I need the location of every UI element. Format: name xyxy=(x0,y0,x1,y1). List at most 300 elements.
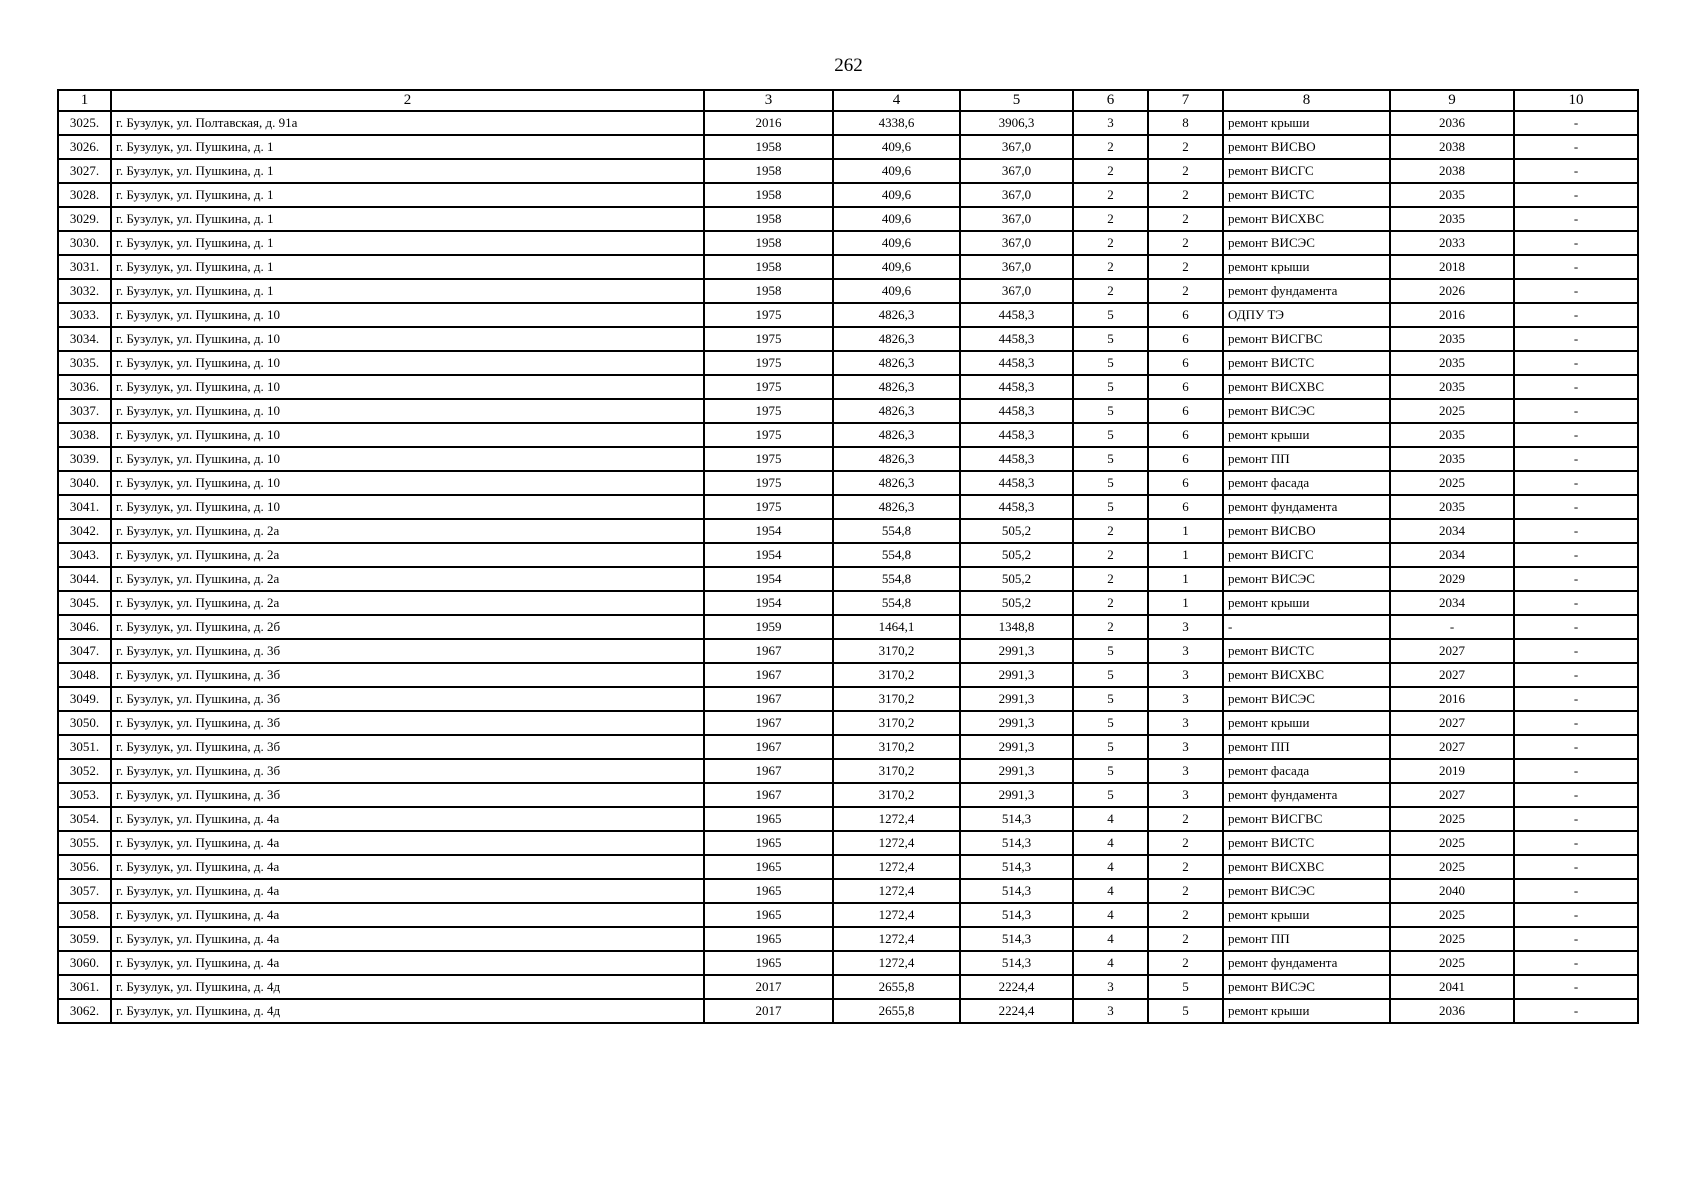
floors-cell: 2 xyxy=(1073,279,1148,303)
planned-year-cell: 2016 xyxy=(1390,303,1514,327)
year-built-cell: 1975 xyxy=(704,423,833,447)
living-area-cell: 2991,3 xyxy=(960,759,1073,783)
entrances-cell: 2 xyxy=(1148,879,1223,903)
column-header: 10 xyxy=(1514,90,1638,111)
total-area-cell: 1272,4 xyxy=(833,807,960,831)
year-built-cell: 1954 xyxy=(704,519,833,543)
floors-cell: 4 xyxy=(1073,951,1148,975)
living-area-cell: 4458,3 xyxy=(960,303,1073,327)
work-type-cell: ремонт ВИСХВС xyxy=(1223,855,1390,879)
year-built-cell: 1967 xyxy=(704,783,833,807)
year-built-cell: 1967 xyxy=(704,663,833,687)
note-cell: - xyxy=(1514,135,1638,159)
work-type-cell: ремонт ВИСТС xyxy=(1223,183,1390,207)
address-cell: г. Бузулук, ул. Пушкина, д. 1 xyxy=(111,183,704,207)
year-built-cell: 1975 xyxy=(704,495,833,519)
entrances-cell: 2 xyxy=(1148,903,1223,927)
note-cell: - xyxy=(1514,183,1638,207)
total-area-cell: 4826,3 xyxy=(833,471,960,495)
table-row xyxy=(58,255,1638,279)
work-type-cell: ремонт ВИСЭС xyxy=(1223,399,1390,423)
total-area-cell: 4826,3 xyxy=(833,351,960,375)
planned-year-cell: 2025 xyxy=(1390,471,1514,495)
row-number-cell: 3054. xyxy=(58,807,111,831)
work-type-cell: ремонт крыши xyxy=(1223,999,1390,1023)
column-header: 1 xyxy=(58,90,111,111)
living-area-cell: 2991,3 xyxy=(960,687,1073,711)
row-number-cell: 3050. xyxy=(58,711,111,735)
column-header: 6 xyxy=(1073,90,1148,111)
year-built-cell: 1959 xyxy=(704,615,833,639)
total-area-cell: 2655,8 xyxy=(833,999,960,1023)
floors-cell: 5 xyxy=(1073,327,1148,351)
year-built-cell: 2017 xyxy=(704,999,833,1023)
planned-year-cell: 2025 xyxy=(1390,399,1514,423)
row-number-cell: 3061. xyxy=(58,975,111,999)
row-number-cell: 3045. xyxy=(58,591,111,615)
entrances-cell: 2 xyxy=(1148,831,1223,855)
year-built-cell: 1967 xyxy=(704,639,833,663)
table-row xyxy=(58,807,1638,831)
total-area-cell: 4826,3 xyxy=(833,447,960,471)
year-built-cell: 1975 xyxy=(704,351,833,375)
floors-cell: 5 xyxy=(1073,663,1148,687)
work-type-cell: ремонт ВИСТС xyxy=(1223,639,1390,663)
note-cell: - xyxy=(1514,231,1638,255)
living-area-cell: 4458,3 xyxy=(960,375,1073,399)
note-cell: - xyxy=(1514,711,1638,735)
row-number-cell: 3030. xyxy=(58,231,111,255)
year-built-cell: 1965 xyxy=(704,951,833,975)
entrances-cell: 2 xyxy=(1148,231,1223,255)
floors-cell: 2 xyxy=(1073,135,1148,159)
total-area-cell: 2655,8 xyxy=(833,975,960,999)
floors-cell: 4 xyxy=(1073,807,1148,831)
column-header: 3 xyxy=(704,90,833,111)
living-area-cell: 514,3 xyxy=(960,927,1073,951)
row-number-cell: 3025. xyxy=(58,111,111,135)
work-type-cell: ремонт крыши xyxy=(1223,423,1390,447)
total-area-cell: 3170,2 xyxy=(833,783,960,807)
entrances-cell: 1 xyxy=(1148,591,1223,615)
floors-cell: 5 xyxy=(1073,711,1148,735)
table-row xyxy=(58,231,1638,255)
table-row xyxy=(58,279,1638,303)
planned-year-cell: 2025 xyxy=(1390,855,1514,879)
row-number-cell: 3060. xyxy=(58,951,111,975)
header-row xyxy=(58,90,1638,111)
note-cell: - xyxy=(1514,951,1638,975)
column-header: 7 xyxy=(1148,90,1223,111)
address-cell: г. Бузулук, ул. Пушкина, д. 1 xyxy=(111,279,704,303)
work-type-cell: ремонт ВИСХВС xyxy=(1223,207,1390,231)
total-area-cell: 409,6 xyxy=(833,231,960,255)
floors-cell: 5 xyxy=(1073,351,1148,375)
year-built-cell: 2017 xyxy=(704,975,833,999)
year-built-cell: 1975 xyxy=(704,327,833,351)
table-row xyxy=(58,975,1638,999)
living-area-cell: 514,3 xyxy=(960,951,1073,975)
work-type-cell: ремонт фасада xyxy=(1223,471,1390,495)
living-area-cell: 4458,3 xyxy=(960,447,1073,471)
planned-year-cell: 2038 xyxy=(1390,159,1514,183)
year-built-cell: 1954 xyxy=(704,543,833,567)
entrances-cell: 3 xyxy=(1148,711,1223,735)
work-type-cell: ремонт крыши xyxy=(1223,111,1390,135)
table-row xyxy=(58,471,1638,495)
living-area-cell: 505,2 xyxy=(960,543,1073,567)
table-row xyxy=(58,567,1638,591)
row-number-cell: 3038. xyxy=(58,423,111,447)
row-number-cell: 3043. xyxy=(58,543,111,567)
living-area-cell: 1348,8 xyxy=(960,615,1073,639)
planned-year-cell: 2026 xyxy=(1390,279,1514,303)
note-cell: - xyxy=(1514,447,1638,471)
note-cell: - xyxy=(1514,639,1638,663)
living-area-cell: 505,2 xyxy=(960,591,1073,615)
planned-year-cell: 2018 xyxy=(1390,255,1514,279)
address-cell: г. Бузулук, ул. Пушкина, д. 2б xyxy=(111,615,704,639)
row-number-cell: 3049. xyxy=(58,687,111,711)
work-type-cell: ремонт ВИСЭС xyxy=(1223,687,1390,711)
floors-cell: 4 xyxy=(1073,879,1148,903)
note-cell: - xyxy=(1514,759,1638,783)
total-area-cell: 4826,3 xyxy=(833,399,960,423)
column-header: 5 xyxy=(960,90,1073,111)
work-type-cell: ремонт ВИСВО xyxy=(1223,135,1390,159)
year-built-cell: 1975 xyxy=(704,399,833,423)
floors-cell: 2 xyxy=(1073,615,1148,639)
row-number-cell: 3052. xyxy=(58,759,111,783)
address-cell: г. Бузулук, ул. Пушкина, д. 3б xyxy=(111,639,704,663)
living-area-cell: 505,2 xyxy=(960,567,1073,591)
total-area-cell: 1272,4 xyxy=(833,855,960,879)
table-row xyxy=(58,663,1638,687)
address-cell: г. Бузулук, ул. Пушкина, д. 10 xyxy=(111,495,704,519)
floors-cell: 2 xyxy=(1073,591,1148,615)
year-built-cell: 1975 xyxy=(704,375,833,399)
total-area-cell: 3170,2 xyxy=(833,663,960,687)
address-cell: г. Бузулук, ул. Пушкина, д. 1 xyxy=(111,231,704,255)
note-cell: - xyxy=(1514,927,1638,951)
address-cell: г. Бузулук, ул. Пушкина, д. 4д xyxy=(111,999,704,1023)
planned-year-cell: 2035 xyxy=(1390,375,1514,399)
floors-cell: 5 xyxy=(1073,423,1148,447)
row-number-cell: 3026. xyxy=(58,135,111,159)
address-cell: г. Бузулук, ул. Пушкина, д. 1 xyxy=(111,207,704,231)
entrances-cell: 1 xyxy=(1148,519,1223,543)
row-number-cell: 3057. xyxy=(58,879,111,903)
row-number-cell: 3059. xyxy=(58,927,111,951)
column-header: 9 xyxy=(1390,90,1514,111)
year-built-cell: 1958 xyxy=(704,207,833,231)
note-cell: - xyxy=(1514,615,1638,639)
work-type-cell: ремонт крыши xyxy=(1223,903,1390,927)
planned-year-cell: 2035 xyxy=(1390,423,1514,447)
entrances-cell: 2 xyxy=(1148,855,1223,879)
floors-cell: 5 xyxy=(1073,639,1148,663)
planned-year-cell: 2034 xyxy=(1390,543,1514,567)
note-cell: - xyxy=(1514,855,1638,879)
living-area-cell: 367,0 xyxy=(960,159,1073,183)
total-area-cell: 409,6 xyxy=(833,207,960,231)
year-built-cell: 1975 xyxy=(704,303,833,327)
total-area-cell: 554,8 xyxy=(833,543,960,567)
planned-year-cell: 2040 xyxy=(1390,879,1514,903)
note-cell: - xyxy=(1514,663,1638,687)
work-type-cell: ремонт ВИСЭС xyxy=(1223,879,1390,903)
column-header: 8 xyxy=(1223,90,1390,111)
planned-year-cell: 2035 xyxy=(1390,351,1514,375)
address-cell: г. Бузулук, ул. Пушкина, д. 10 xyxy=(111,447,704,471)
row-number-cell: 3028. xyxy=(58,183,111,207)
page-number: 262 xyxy=(834,55,863,76)
living-area-cell: 2991,3 xyxy=(960,663,1073,687)
entrances-cell: 3 xyxy=(1148,687,1223,711)
living-area-cell: 2224,4 xyxy=(960,975,1073,999)
entrances-cell: 1 xyxy=(1148,567,1223,591)
entrances-cell: 6 xyxy=(1148,423,1223,447)
living-area-cell: 514,3 xyxy=(960,831,1073,855)
table-row xyxy=(58,111,1638,135)
living-area-cell: 514,3 xyxy=(960,807,1073,831)
table-row xyxy=(58,159,1638,183)
year-built-cell: 1965 xyxy=(704,807,833,831)
total-area-cell: 3170,2 xyxy=(833,735,960,759)
planned-year-cell: 2034 xyxy=(1390,591,1514,615)
total-area-cell: 1272,4 xyxy=(833,951,960,975)
note-cell: - xyxy=(1514,591,1638,615)
total-area-cell: 3170,2 xyxy=(833,711,960,735)
work-type-cell: ремонт ВИСГВС xyxy=(1223,807,1390,831)
year-built-cell: 1954 xyxy=(704,591,833,615)
planned-year-cell: 2027 xyxy=(1390,783,1514,807)
row-number-cell: 3036. xyxy=(58,375,111,399)
work-type-cell: ремонт ВИСЭС xyxy=(1223,231,1390,255)
note-cell: - xyxy=(1514,495,1638,519)
work-type-cell: ремонт ВИСТС xyxy=(1223,831,1390,855)
planned-year-cell: 2033 xyxy=(1390,231,1514,255)
floors-cell: 3 xyxy=(1073,111,1148,135)
work-type-cell: ОДПУ ТЭ xyxy=(1223,303,1390,327)
work-type-cell: ремонт фундамента xyxy=(1223,951,1390,975)
living-area-cell: 505,2 xyxy=(960,519,1073,543)
table-row xyxy=(58,183,1638,207)
entrances-cell: 6 xyxy=(1148,399,1223,423)
table-row xyxy=(58,591,1638,615)
table-row xyxy=(58,207,1638,231)
note-cell: - xyxy=(1514,111,1638,135)
planned-year-cell: 2027 xyxy=(1390,711,1514,735)
year-built-cell: 1958 xyxy=(704,279,833,303)
planned-year-cell: 2035 xyxy=(1390,327,1514,351)
address-cell: г. Бузулук, ул. Пушкина, д. 10 xyxy=(111,471,704,495)
work-type-cell: ремонт ВИСГС xyxy=(1223,543,1390,567)
row-number-cell: 3053. xyxy=(58,783,111,807)
entrances-cell: 6 xyxy=(1148,447,1223,471)
year-built-cell: 1965 xyxy=(704,879,833,903)
row-number-cell: 3031. xyxy=(58,255,111,279)
row-number-cell: 3035. xyxy=(58,351,111,375)
work-type-cell: ремонт ВИСВО xyxy=(1223,519,1390,543)
planned-year-cell: - xyxy=(1390,615,1514,639)
living-area-cell: 367,0 xyxy=(960,183,1073,207)
work-type-cell: ремонт ВИСГВС xyxy=(1223,327,1390,351)
table-row xyxy=(58,735,1638,759)
note-cell: - xyxy=(1514,327,1638,351)
living-area-cell: 514,3 xyxy=(960,879,1073,903)
entrances-cell: 2 xyxy=(1148,135,1223,159)
address-cell: г. Бузулук, ул. Пушкина, д. 3б xyxy=(111,783,704,807)
year-built-cell: 1954 xyxy=(704,567,833,591)
address-cell: г. Бузулук, ул. Пушкина, д. 10 xyxy=(111,351,704,375)
note-cell: - xyxy=(1514,543,1638,567)
row-number-cell: 3032. xyxy=(58,279,111,303)
living-area-cell: 2991,3 xyxy=(960,639,1073,663)
living-area-cell: 367,0 xyxy=(960,207,1073,231)
row-number-cell: 3056. xyxy=(58,855,111,879)
entrances-cell: 2 xyxy=(1148,807,1223,831)
entrances-cell: 3 xyxy=(1148,759,1223,783)
address-cell: г. Бузулук, ул. Пушкина, д. 10 xyxy=(111,327,704,351)
living-area-cell: 4458,3 xyxy=(960,471,1073,495)
table-row xyxy=(58,399,1638,423)
total-area-cell: 409,6 xyxy=(833,159,960,183)
living-area-cell: 4458,3 xyxy=(960,327,1073,351)
planned-year-cell: 2041 xyxy=(1390,975,1514,999)
floors-cell: 2 xyxy=(1073,159,1148,183)
floors-cell: 2 xyxy=(1073,207,1148,231)
year-built-cell: 1958 xyxy=(704,159,833,183)
row-number-cell: 3037. xyxy=(58,399,111,423)
address-cell: г. Бузулук, ул. Пушкина, д. 4д xyxy=(111,975,704,999)
address-cell: г. Бузулук, ул. Пушкина, д. 4а xyxy=(111,951,704,975)
floors-cell: 2 xyxy=(1073,519,1148,543)
floors-cell: 2 xyxy=(1073,543,1148,567)
work-type-cell: ремонт ВИСЭС xyxy=(1223,567,1390,591)
planned-year-cell: 2029 xyxy=(1390,567,1514,591)
total-area-cell: 1272,4 xyxy=(833,879,960,903)
living-area-cell: 4458,3 xyxy=(960,495,1073,519)
table-row xyxy=(58,951,1638,975)
note-cell: - xyxy=(1514,903,1638,927)
work-type-cell: ремонт ВИСЭС xyxy=(1223,975,1390,999)
floors-cell: 5 xyxy=(1073,447,1148,471)
work-type-cell: ремонт фундамента xyxy=(1223,783,1390,807)
work-type-cell: ремонт ВИСХВС xyxy=(1223,375,1390,399)
column-header: 4 xyxy=(833,90,960,111)
floors-cell: 2 xyxy=(1073,567,1148,591)
note-cell: - xyxy=(1514,303,1638,327)
entrances-cell: 6 xyxy=(1148,351,1223,375)
address-cell: г. Бузулук, ул. Полтавская, д. 91а xyxy=(111,111,704,135)
entrances-cell: 8 xyxy=(1148,111,1223,135)
address-cell: г. Бузулук, ул. Пушкина, д. 1 xyxy=(111,159,704,183)
work-type-cell: ремонт ВИСГС xyxy=(1223,159,1390,183)
address-cell: г. Бузулук, ул. Пушкина, д. 4а xyxy=(111,807,704,831)
address-cell: г. Бузулук, ул. Пушкина, д. 3б xyxy=(111,663,704,687)
floors-cell: 2 xyxy=(1073,183,1148,207)
note-cell: - xyxy=(1514,879,1638,903)
year-built-cell: 1958 xyxy=(704,255,833,279)
address-cell: г. Бузулук, ул. Пушкина, д. 4а xyxy=(111,879,704,903)
work-type-cell: ремонт фундамента xyxy=(1223,279,1390,303)
planned-year-cell: 2016 xyxy=(1390,687,1514,711)
entrances-cell: 6 xyxy=(1148,471,1223,495)
living-area-cell: 2224,4 xyxy=(960,999,1073,1023)
row-number-cell: 3027. xyxy=(58,159,111,183)
living-area-cell: 3906,3 xyxy=(960,111,1073,135)
row-number-cell: 3040. xyxy=(58,471,111,495)
year-built-cell: 1967 xyxy=(704,735,833,759)
address-cell: г. Бузулук, ул. Пушкина, д. 3б xyxy=(111,735,704,759)
row-number-cell: 3051. xyxy=(58,735,111,759)
table-row xyxy=(58,879,1638,903)
note-cell: - xyxy=(1514,279,1638,303)
row-number-cell: 3062. xyxy=(58,999,111,1023)
floors-cell: 4 xyxy=(1073,831,1148,855)
planned-year-cell: 2025 xyxy=(1390,807,1514,831)
total-area-cell: 554,8 xyxy=(833,567,960,591)
planned-year-cell: 2034 xyxy=(1390,519,1514,543)
address-cell: г. Бузулук, ул. Пушкина, д. 1 xyxy=(111,135,704,159)
floors-cell: 5 xyxy=(1073,735,1148,759)
work-type-cell: ремонт ПП xyxy=(1223,447,1390,471)
note-cell: - xyxy=(1514,735,1638,759)
note-cell: - xyxy=(1514,375,1638,399)
table-row xyxy=(58,615,1638,639)
floors-cell: 5 xyxy=(1073,399,1148,423)
entrances-cell: 2 xyxy=(1148,183,1223,207)
total-area-cell: 3170,2 xyxy=(833,639,960,663)
work-type-cell: - xyxy=(1223,615,1390,639)
address-cell: г. Бузулук, ул. Пушкина, д. 2а xyxy=(111,591,704,615)
table-row xyxy=(58,783,1638,807)
table-row xyxy=(58,831,1638,855)
living-area-cell: 2991,3 xyxy=(960,783,1073,807)
row-number-cell: 3047. xyxy=(58,639,111,663)
planned-year-cell: 2025 xyxy=(1390,903,1514,927)
year-built-cell: 1958 xyxy=(704,183,833,207)
living-area-cell: 2991,3 xyxy=(960,735,1073,759)
row-number-cell: 3033. xyxy=(58,303,111,327)
planned-year-cell: 2035 xyxy=(1390,183,1514,207)
note-cell: - xyxy=(1514,831,1638,855)
table-row xyxy=(58,351,1638,375)
entrances-cell: 2 xyxy=(1148,279,1223,303)
floors-cell: 5 xyxy=(1073,471,1148,495)
living-area-cell: 367,0 xyxy=(960,135,1073,159)
floors-cell: 5 xyxy=(1073,303,1148,327)
entrances-cell: 2 xyxy=(1148,255,1223,279)
work-type-cell: ремонт ВИСТС xyxy=(1223,351,1390,375)
planned-year-cell: 2025 xyxy=(1390,951,1514,975)
entrances-cell: 2 xyxy=(1148,207,1223,231)
work-type-cell: ремонт фундамента xyxy=(1223,495,1390,519)
row-number-cell: 3055. xyxy=(58,831,111,855)
planned-year-cell: 2027 xyxy=(1390,735,1514,759)
total-area-cell: 4826,3 xyxy=(833,303,960,327)
work-type-cell: ремонт крыши xyxy=(1223,255,1390,279)
address-cell: г. Бузулук, ул. Пушкина, д. 2а xyxy=(111,543,704,567)
row-number-cell: 3044. xyxy=(58,567,111,591)
entrances-cell: 3 xyxy=(1148,615,1223,639)
year-built-cell: 1967 xyxy=(704,759,833,783)
row-number-cell: 3042. xyxy=(58,519,111,543)
year-built-cell: 1965 xyxy=(704,855,833,879)
address-cell: г. Бузулук, ул. Пушкина, д. 10 xyxy=(111,399,704,423)
total-area-cell: 4338,6 xyxy=(833,111,960,135)
